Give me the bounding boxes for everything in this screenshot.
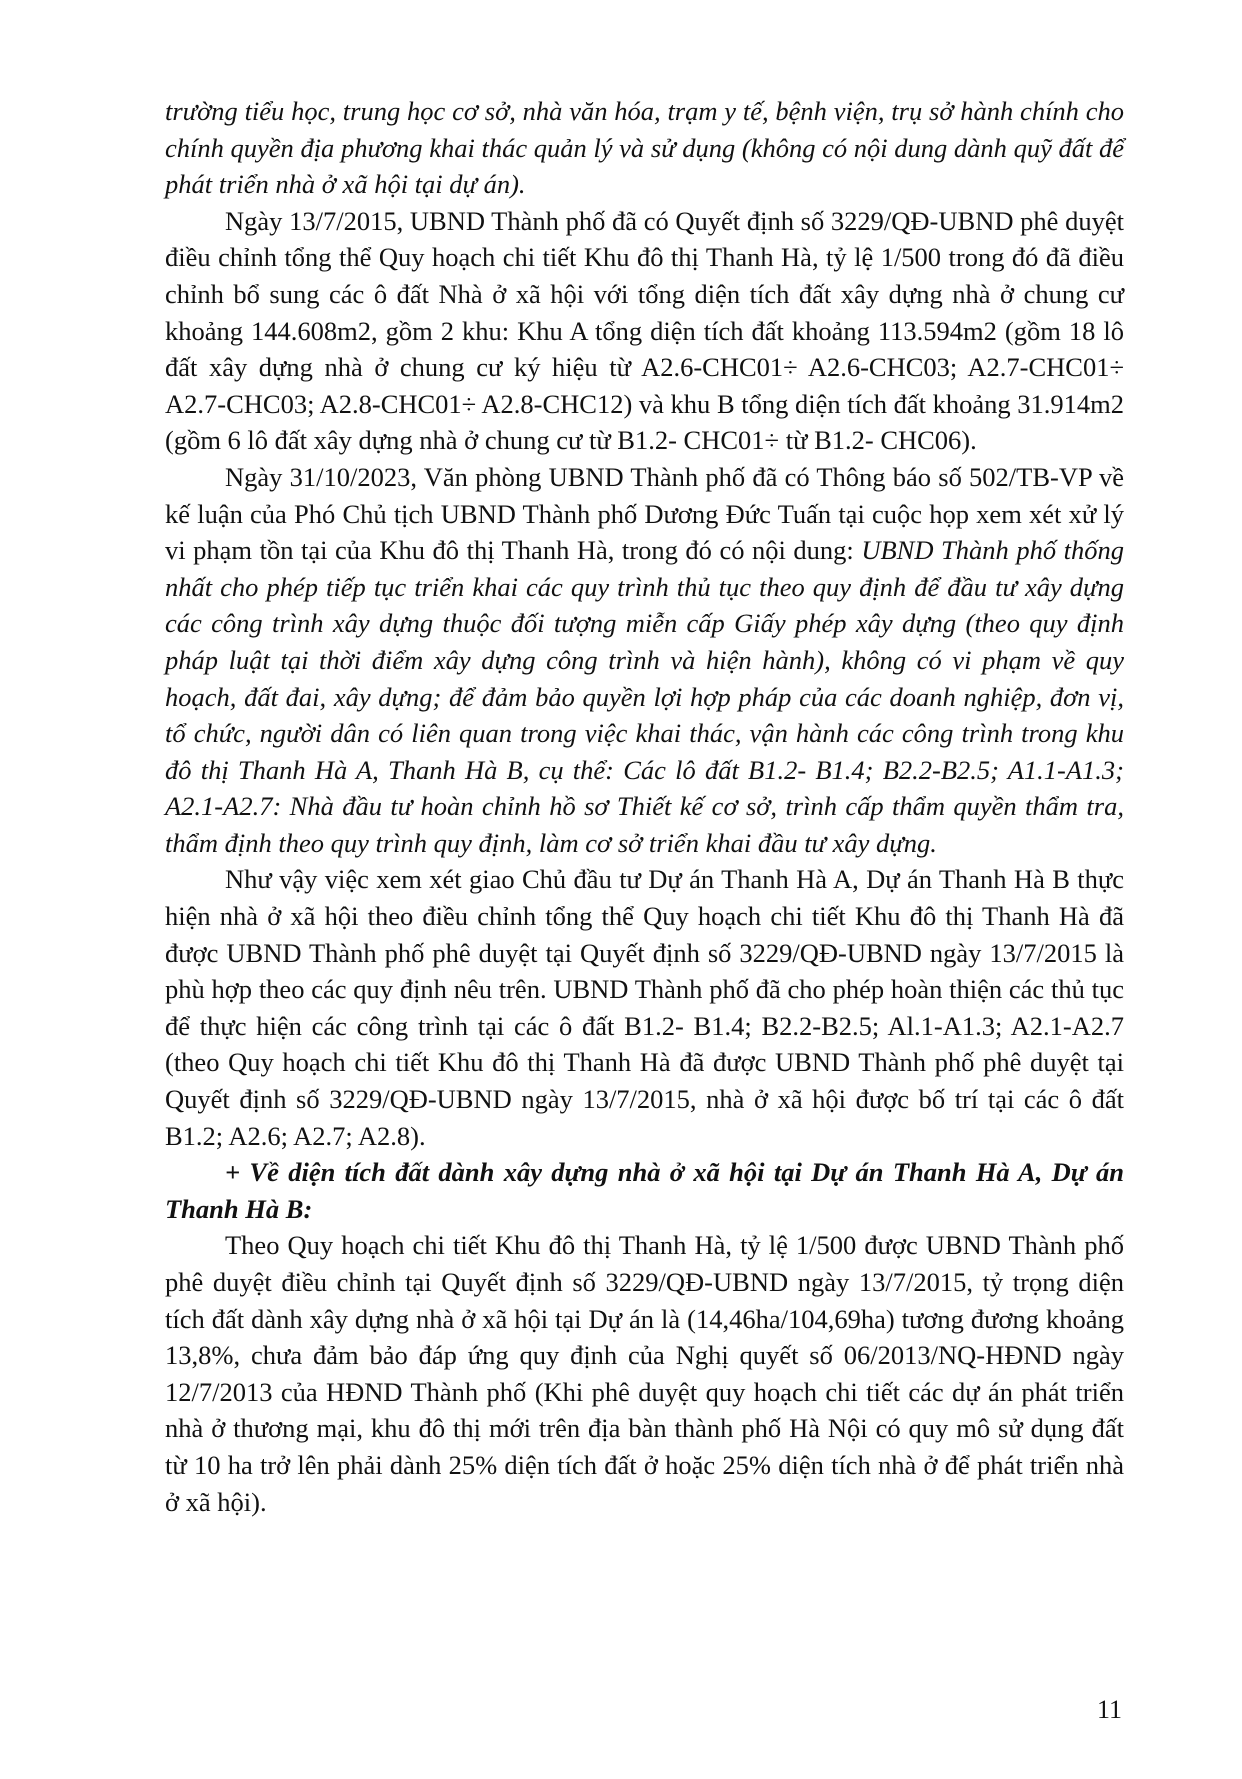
paragraph-assessment: Như vậy việc xem xét giao Chủ đầu tư Dự án Thanh Hà A, Dự án Thanh Hà B thực hiện nhà ở xã hội theo điều chỉnh tổng thể Quy hoạch chi tiết Khu đô thị Thanh Hà đã được UBND Thành phố phê duyệt tại Quyết định số 3229/QĐ-UBND ngày 13/7/2015 là phù hợp theo các quy định nêu trên. UBND Thành phố đã cho phép hoàn thiện các thủ tục để thực hiện các công trình tại các ô đất B1.2- B1.4; B2.2-B2.5; Al.1-A1.3; A2.1-A2.7 (theo Quy hoạch chi tiết Khu đô thị Thanh Hà đã được UBND Thành phố phê duyệt tại Quyết định số 3229/QĐ-UBND ngày 13/7/2015, nhà ở xã hội được bố trí tại các ô đất B1.2; A2.6; A2.7; A2.8). — [165, 864, 1124, 1151]
announcement-quoted-content: UBND Thành phố thống nhất cho phép tiếp tục triển khai các quy trình thủ tục theo quy định để đầu tư xây dựng các công trình xây dựng thuộc đối tượng miễn cấp Giấy phép xây dựng (theo quy định pháp luật tại thời điểm xây dựng công trình và hiện hành), không có vi phạm về quy hoạch, đất đai, xây dựng; để đảm bảo quyền lợi hợp pháp của các doanh nghiệp, đơn vị, tổ chức, người dân có liên quan trong việc khai thác, vận hành các công trình trong khu đô thị Thanh Hà A, Thanh Hà B, cụ thể: Các lô đất B1.2- B1.4; B2.2-B2.5; A1.1-A1.3; A2.1-A2.7: Nhà đầu tư hoàn chỉnh hồ sơ Thiết kế cơ sở, trình cấp thẩm quyền thẩm tra, thẩm định theo quy trình quy định, làm cơ sở triển khai đầu tư xây dựng. — [165, 535, 1124, 858]
announcement-intro-text: Ngày 31/10/2023, Văn phòng UBND Thành phố đã có Thông báo số 502/TB-VP về kế luận của Phó Chủ tịch UBND Thành phố Dương Đức Tuấn tại cuộc họp xem xét xử lý vi phạm tồn tại của Khu đô thị Thanh Hà, trong đó có nội dung: — [165, 461, 1124, 566]
section-heading-social-housing-area: + Về diện tích đất dành xây dựng nhà ở xã hội tại Dự án Thanh Hà A, Dự án Thanh Hà B: — [165, 1157, 1124, 1224]
paragraph-announcement-502 — [165, 459, 1124, 862]
paragraph-continuation: trường tiểu học, trung học cơ sở, nhà văn hóa, trạm y tế, bệnh viện, trụ sở hành chính cho chính quyền địa phương khai thác quản lý và sử dụng (không có nội dung dành quỹ đất để phát triển nhà ở xã hội tại dự án). — [165, 96, 1124, 200]
paragraph-decision-3229: Ngày 13/7/2015, UBND Thành phố đã có Quyết định số 3229/QĐ-UBND phê duyệt điều chỉnh tổng thể Quy hoạch chi tiết Khu đô thị Thanh Hà, tỷ lệ 1/500 trong đó đã điều chỉnh bổ sung các ô đất Nhà ở xã hội với tổng diện tích đất xây dựng nhà ở chung cư khoảng 144.608m2, gồm 2 khu: Khu A tổng diện tích đất khoảng 113.594m2 (gồm 18 lô đất xây dựng nhà ở chung cư ký hiệu từ A2.6-CHC01÷ A2.6-CHC03; A2.7-CHC01÷ A2.7-CHC03; A2.8-CHC01÷ A2.8-CHC12) và khu B tổng diện tích đất khoảng 31.914m2 (gồm 6 lô đất xây dựng nhà ở chung cư từ B1.2- CHC01÷ từ B1.2- CHC06). — [165, 205, 1124, 456]
paragraph-land-ratio: Theo Quy hoạch chi tiết Khu đô thị Thanh Hà, tỷ lệ 1/500 được UBND Thành phố phê duyệt điều chỉnh tại Quyết định số 3229/QĐ-UBND ngày 13/7/2015, tỷ trọng diện tích đất dành xây dựng nhà ở xã hội tại Dự án là (14,46ha/104,69ha) tương đương khoảng 13,8%, chưa đảm bảo đáp ứng quy định của Nghị quyết số 06/2013/NQ-HĐND ngày 12/7/2013 của HĐND Thành phố (Khi phê duyệt quy hoạch chi tiết các dự án phát triển nhà ở thương mại, khu đô thị mới trên địa bàn thành phố Hà Nội có quy mô sử dụng đất từ 10 ha trở lên phải dành 25% diện tích đất ở hoặc 25% diện tích nhà ở để phát triển nhà ở xã hội). — [165, 1230, 1124, 1517]
page-number: 11 — [1096, 1695, 1122, 1724]
